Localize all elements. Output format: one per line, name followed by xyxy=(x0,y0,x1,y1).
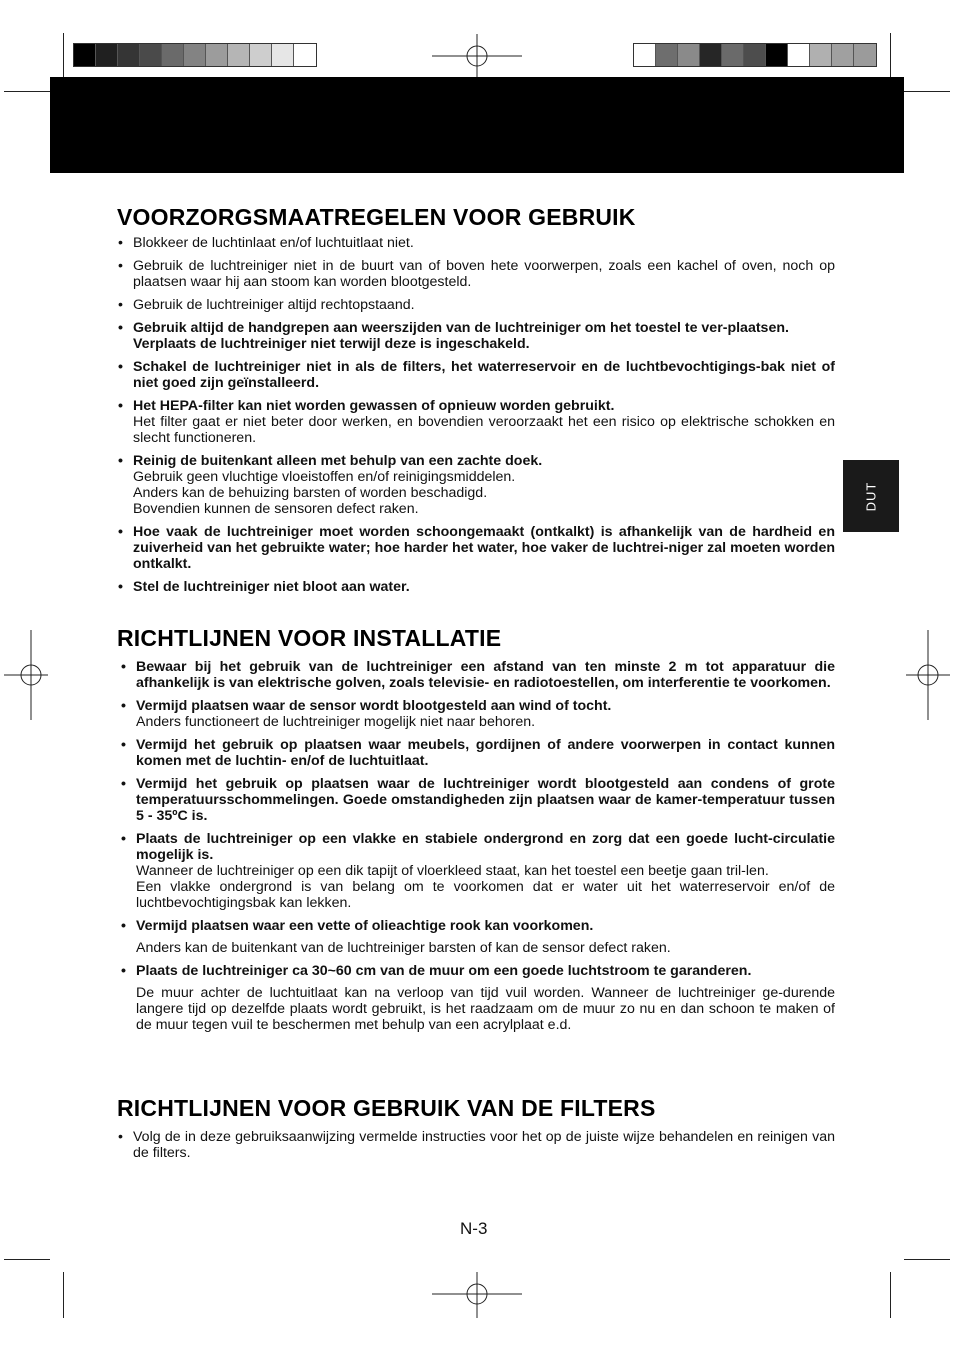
list-item-text: Anders kan de behuizing barsten of worden beschadigd. xyxy=(133,485,488,501)
filters-list xyxy=(117,1129,835,1168)
list-item-text: • Volg de in deze gebruiksaanwijzing vermelde instructies voor het op de juiste wijze behandelen en reinigen van de filters. xyxy=(133,1129,835,1161)
color-swatch xyxy=(74,44,96,66)
list-item-text: • Vermijd het gebruik op plaatsen waar meubels, gordijnen of andere voorwerpen in contact kunnen komen met de luchtin- en/of de luchtuitlaat. xyxy=(136,737,835,769)
color-swatch xyxy=(656,44,678,66)
color-swatch xyxy=(250,44,272,66)
color-swatch xyxy=(766,44,788,66)
color-swatch xyxy=(294,44,316,66)
list-item-text: Anders functioneert de luchtreiniger mogelijk niet naar behoren. xyxy=(136,714,536,730)
section-title: RICHTLIJNEN VOOR INSTALLATIE xyxy=(117,625,502,651)
color-swatch xyxy=(700,44,722,66)
color-swatch xyxy=(228,44,250,66)
color-swatch xyxy=(634,44,656,66)
list-item-text: • Schakel de luchtreiniger niet in als de filters, het waterreservoir en de luchtbevochtigings-bak niet of niet goed zijn geïnstalleerd. xyxy=(133,359,835,391)
language-tab-label: DUT xyxy=(863,481,879,511)
list-item-text: • Blokkeer de luchtinlaat en/of luchtuitlaat niet. xyxy=(133,235,414,251)
list-item xyxy=(117,297,835,313)
registration-mark-bottom xyxy=(432,1272,522,1318)
crop-mark xyxy=(4,91,50,92)
list-item-text: • Reinig de buitenkant alleen met behulp van een zachte doek. xyxy=(133,453,543,469)
list-item-text: • Gebruik de luchtreiniger niet in de buurt van of boven hete voorwerpen, zoals een kachel of oven, noch op plaatsen waar hij aan stoom kan worden blootgesteld. xyxy=(133,258,835,290)
list-item-text: • Vermijd plaatsen waar een vette of olieachtige rook kan voorkomen. xyxy=(136,918,594,934)
list-item xyxy=(117,398,835,446)
color-bar-right xyxy=(633,43,877,67)
list-item-text: • Gebruik de luchtreiniger altijd rechtopstaand. xyxy=(133,297,415,313)
color-swatch xyxy=(184,44,206,66)
list-item xyxy=(117,359,835,391)
list-item xyxy=(117,831,835,911)
list-item xyxy=(117,320,835,352)
list-item-text: • Het HEPA-filter kan niet worden gewassen of opnieuw worden gebruikt. xyxy=(133,398,615,414)
precautions-list xyxy=(117,235,835,602)
list-item-text: Een vlakke ondergrond is van belang om te voorkomen dat er water uit het waterreservoir en/of de luchtbevochtigingsbak kan lekken. xyxy=(136,879,835,911)
installation-list xyxy=(117,659,835,1040)
color-swatch xyxy=(810,44,832,66)
color-swatch xyxy=(722,44,744,66)
crop-mark xyxy=(63,33,64,78)
list-item-text: Wanneer de luchtreiniger op een dik tapijt of vloerkleed staat, kan het toestel een beetje gaan tril-len. xyxy=(136,863,769,879)
list-item xyxy=(117,453,835,517)
color-swatch xyxy=(832,44,854,66)
color-swatch xyxy=(162,44,184,66)
crop-mark xyxy=(890,1272,891,1318)
list-item-text: Anders kan de buitenkant van de luchtreiniger barsten of kan de sensor defect raken. xyxy=(136,940,671,956)
crop-mark xyxy=(904,1259,950,1260)
color-swatch xyxy=(206,44,228,66)
color-swatch xyxy=(854,44,876,66)
list-item-text: Bovendien kunnen de sensoren defect raken. xyxy=(133,501,419,517)
list-item-text: Gebruik geen vluchtige vloeistoffen en/of reinigingsmiddelen. xyxy=(133,469,516,485)
list-item-text: • Stel de luchtreiniger niet bloot aan water. xyxy=(133,579,410,595)
page-number: N-3 xyxy=(460,1219,488,1238)
color-bar-left xyxy=(73,43,317,67)
list-item-text: De muur achter de luchtuitlaat kan na verloop van tijd vuil worden. Wanneer de luchtreiniger ge-durende langere tijd op dezelfde plaats wordt gebruikt, is het raadzaam om de muur zo nu en dan schoon te maken of de muur tegen vuil te beschermen met behulp van een acrylplaat e.d. xyxy=(136,985,835,1033)
list-item xyxy=(117,963,835,1033)
crop-mark xyxy=(4,1259,50,1260)
list-item xyxy=(117,776,835,824)
list-item-text: • Vermijd plaatsen waar de sensor wordt blootgesteld aan wind of tocht. xyxy=(136,698,612,714)
section-title: VOORZORGSMAATREGELEN VOOR GEBRUIK xyxy=(117,204,636,230)
list-item-text: • Bewaar bij het gebruik van de luchtreiniger een afstand van ten minste 2 m tot apparatuur die afhankelijk is van elektrische golven, zoals televisie- en radiotoestellen, om interferentie te voorkomen. xyxy=(136,659,835,691)
color-swatch xyxy=(788,44,810,66)
section-title: RICHTLIJNEN VOOR GEBRUIK VAN DE FILTERS xyxy=(117,1095,656,1121)
registration-mark-top xyxy=(432,34,522,78)
list-item xyxy=(117,524,835,572)
color-swatch xyxy=(678,44,700,66)
list-item-text: • Gebruik altijd de handgrepen aan weerszijden van de luchtreiniger om het toestel te ver-plaatsen. xyxy=(133,320,789,336)
crop-mark xyxy=(904,91,950,92)
header-bar xyxy=(50,77,904,173)
crop-mark xyxy=(63,1272,64,1318)
list-item xyxy=(117,235,835,251)
language-tab xyxy=(843,460,899,532)
list-item xyxy=(117,659,835,691)
crop-mark xyxy=(890,33,891,78)
list-item-text: • Plaats de luchtreiniger ca 30~60 cm van de muur om een goede luchtstroom te garanderen. xyxy=(136,963,752,979)
list-item xyxy=(117,918,835,956)
list-item-text: Verplaats de luchtreiniger niet terwijl deze is ingeschakeld. xyxy=(133,336,530,352)
list-item xyxy=(117,1129,835,1161)
color-swatch xyxy=(140,44,162,66)
color-swatch xyxy=(96,44,118,66)
list-item-text: Het filter gaat er niet beter door werken, en bovendien veroorzaakt het een risico op elektrische schokken en slecht functioneren. xyxy=(133,414,835,446)
list-item xyxy=(117,737,835,769)
list-item xyxy=(117,258,835,290)
color-swatch xyxy=(118,44,140,66)
list-item-text: • Vermijd het gebruik op plaatsen waar de luchtreiniger wordt blootgesteld aan condens of grote temperatuursschommelingen. Goede omstandigheden zijn plaatsen waar de kamer-temperatuur tussen 5 - 35ºC is. xyxy=(136,776,835,824)
registration-mark-left xyxy=(4,630,48,720)
color-swatch xyxy=(272,44,294,66)
list-item xyxy=(117,698,835,730)
list-item xyxy=(117,579,835,595)
registration-mark-right xyxy=(906,630,950,720)
list-item-text: • Plaats de luchtreiniger op een vlakke en stabiele ondergrond en zorg dat een goede lucht-circulatie mogelijk is. xyxy=(136,831,835,863)
list-item-text: • Hoe vaak de luchtreiniger moet worden schoongemaakt (ontkalkt) is afhankelijk van de hardheid en zuiverheid van het gebruikte water; hoe harder het water, hoe vaker de luchtrei-niger zal moeten worden ontkalkt. xyxy=(133,524,835,572)
color-swatch xyxy=(744,44,766,66)
